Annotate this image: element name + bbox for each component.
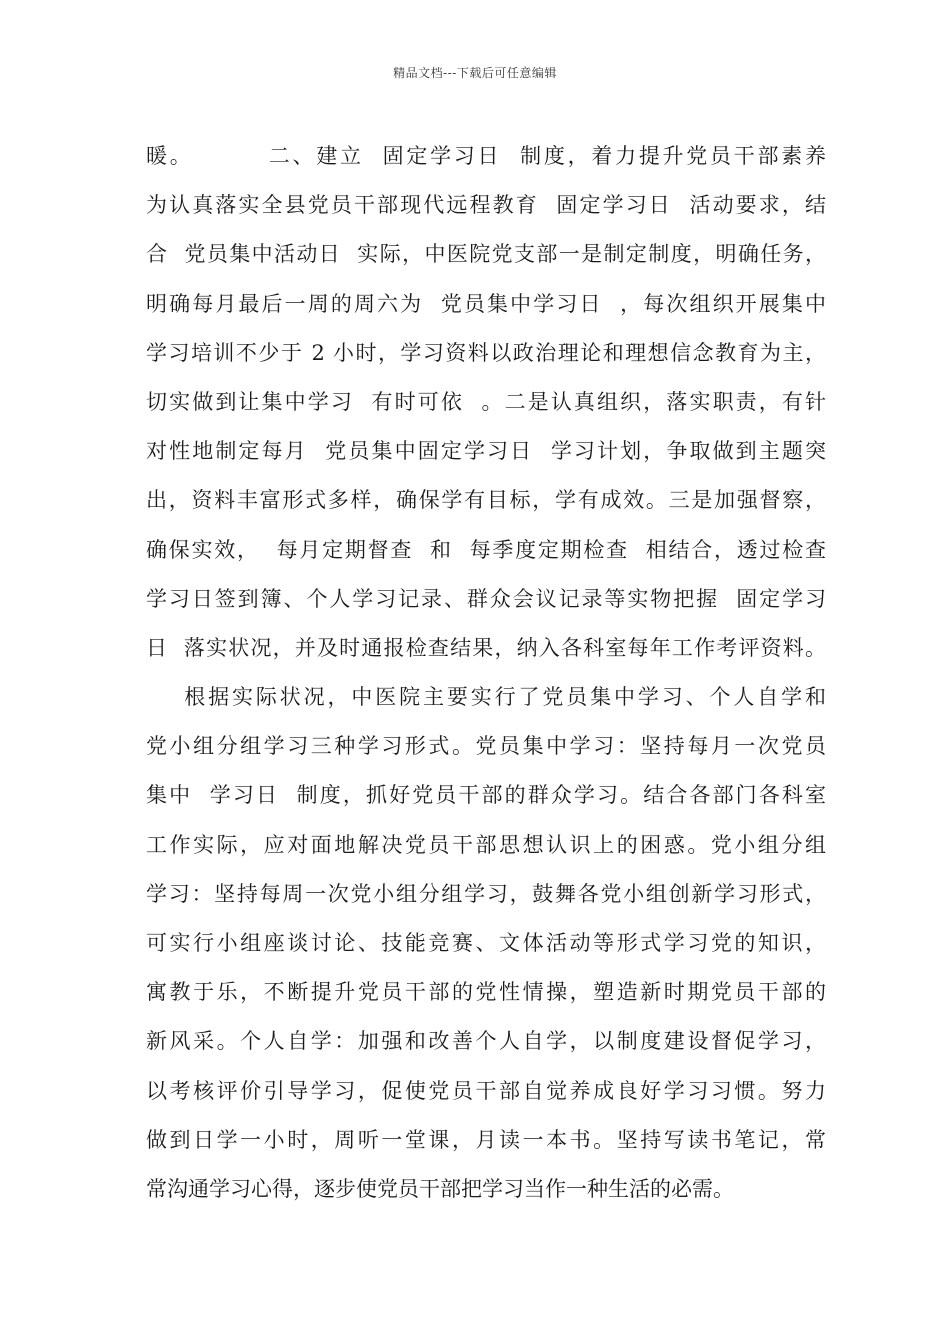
text-line: 为认真落实全县党员干部现代远程教育 固定学习日 活动要求，结 — [146, 193, 826, 218]
text-line: 党小组分组学习三种学习形式。党员集中学习：坚持每月一次党员 — [146, 734, 826, 759]
text-line: 学习日签到簿、个人学习记录、群众会议记录等实物把握 固定学习 — [146, 586, 826, 611]
text-line: 学习培训不少于 2 小时，学习资料以政治理论和理想信念教育为主， — [146, 340, 826, 365]
text-line: 工作实际，应对面地解决党员干部思想认识上的困惑。党小组分组 — [146, 832, 826, 857]
text-line: 根据实际状况，中医院主要实行了党员集中学习、个人自学和 — [146, 685, 826, 710]
text-line: 日 落实状况，并及时通报检查结果，纳入各科室每年工作考评资料。 — [146, 635, 826, 660]
text-line: 确保实效， 每月定期督查 和 每季度定期检查 相结合，透过检查 — [146, 537, 826, 562]
text-line: 以考核评价引导学习，促使党员干部自觉养成良好学习习惯。努力 — [146, 1078, 826, 1103]
paragraph-2 — [146, 673, 826, 1214]
text-line: 出，资料丰富形式多样，确保学有目标，学有成效。三是加强督察， — [146, 488, 826, 513]
text-line: 明确每月最后一周的周六为 党员集中学习日 ，每次组织开展集中 — [146, 291, 826, 316]
text-line: 做到日学一小时，周听一堂课，月读一本书。坚持写读书笔记，常 — [146, 1127, 826, 1152]
text-line: 学习：坚持每周一次党小组分组学习，鼓舞各党小组创新学习形式， — [146, 881, 826, 906]
page-header: 精品文档---下载后可任意编辑 — [393, 66, 557, 80]
text-line: 常沟通学习心得，逐步使党员干部把学习当作一种生活的必需。 — [146, 1176, 734, 1201]
text-line: 对性地制定每月 党员集中固定学习日 学习计划，争取做到主题突 — [146, 439, 826, 464]
text-line: 暖。 二、建立 固定学习日 制度，着力提升党员干部素养 — [146, 144, 826, 168]
text-line: 合 党员集中活动日 实际，中医院党支部一是制定制度，明确任务， — [146, 242, 826, 267]
text-line: 切实做到让集中学习 有时可依 。二是认真组织，落实职责，有针 — [146, 389, 826, 414]
text-line: 寓教于乐，不断提升党员干部的党性情操，塑造新时期党员干部的 — [146, 980, 826, 1005]
text-line: 集中 学习日 制度，抓好党员干部的群众学习。结合各部门各科室 — [146, 783, 826, 808]
body-text — [146, 132, 826, 1214]
text-line: 新风采。个人自学：加强和改善个人自学，以制度建设督促学习， — [146, 1029, 826, 1054]
text-line: 可实行小组座谈讨论、技能竞赛、文体活动等形式学习党的知识， — [146, 931, 826, 955]
paragraph-1 — [146, 132, 826, 673]
